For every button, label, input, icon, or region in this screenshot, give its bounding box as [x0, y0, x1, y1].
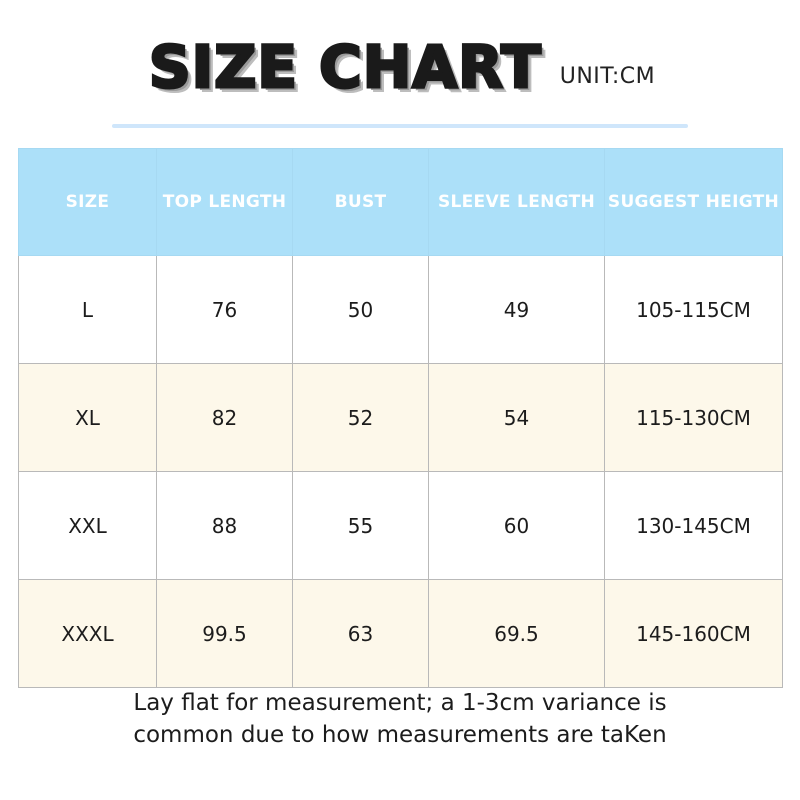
cell-bust: 50 [293, 256, 429, 364]
size-table [18, 148, 783, 688]
cell-size: XL [19, 364, 157, 472]
table-header-row [19, 149, 783, 256]
table-body [19, 256, 783, 688]
cell-suggest-height: 115-130CM [605, 364, 783, 472]
cell-top-length: 82 [157, 364, 293, 472]
cell-bust: 55 [293, 472, 429, 580]
unit-label: UNIT:CM [559, 64, 656, 89]
cell-suggest-height: 145-160CM [605, 580, 783, 688]
cell-sleeve-length: 60 [429, 472, 605, 580]
cell-top-length: 99.5 [157, 580, 293, 688]
column-header-size: SIZE [19, 149, 157, 256]
table-row [19, 472, 783, 580]
cell-size: XXL [19, 472, 157, 580]
cell-top-length: 88 [157, 472, 293, 580]
title-row [0, 33, 800, 101]
footnote-line-1: Lay flat for measurement; a 1-3cm variance is [133, 690, 667, 716]
table-header [19, 149, 783, 256]
page-title: SIZE CHART [148, 33, 542, 101]
measurement-footnote [0, 688, 800, 751]
column-header-top-length: TOP LENGTH [157, 149, 293, 256]
column-header-suggest-height: SUGGEST HEIGTH [605, 149, 783, 256]
cell-sleeve-length: 54 [429, 364, 605, 472]
cell-sleeve-length: 49 [429, 256, 605, 364]
page-header [0, 0, 800, 150]
column-header-bust: BUST [293, 149, 429, 256]
column-header-sleeve-length: SLEEVE LENGTH [429, 149, 605, 256]
cell-bust: 52 [293, 364, 429, 472]
footnote-line-2: common due to how measurements are taKen [133, 721, 667, 748]
cell-suggest-height: 105-115CM [605, 256, 783, 364]
cell-size: L [19, 256, 157, 364]
size-table-container [18, 148, 782, 688]
cell-top-length: 76 [157, 256, 293, 364]
table-row [19, 580, 783, 688]
cell-size: XXXL [19, 580, 157, 688]
cell-sleeve-length: 69.5 [429, 580, 605, 688]
table-row [19, 256, 783, 364]
table-row [19, 364, 783, 472]
cell-suggest-height: 130-145CM [605, 472, 783, 580]
cell-bust: 63 [293, 580, 429, 688]
title-underline-divider [112, 124, 688, 128]
